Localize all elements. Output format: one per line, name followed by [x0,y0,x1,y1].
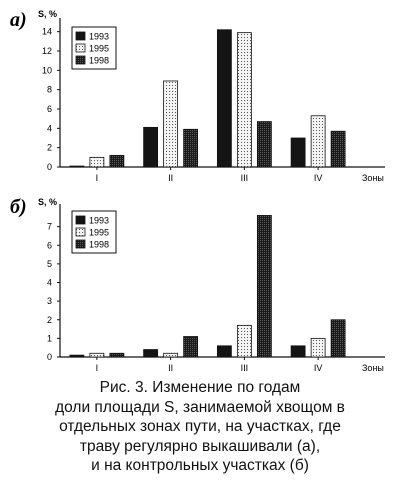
panel-b-legend-swatch-1998 [76,240,85,248]
panel-b-legend-swatch-1993 [76,216,85,224]
panel-a-bar-1993-zone-III [217,30,231,167]
panel-b-legend-label-1998: 1998 [89,239,110,250]
panel-a-y-tick-label: 14 [41,26,52,37]
panel-a-bar-1998-zone-III [257,122,271,167]
panel-a-bar-1993-zone-I [70,166,84,167]
chart-panel-b [10,196,385,373]
panel-b-bar-1995-zone-II [164,353,178,357]
panel-b-label: б) [10,196,27,218]
panel-a-x-axis-label: Зоны [362,173,384,183]
panel-b-x-tick-label: I [95,363,99,373]
panel-b-x-axis-label: Зоны [362,363,384,373]
figure-caption [20,378,380,476]
panel-a-y-tick-label: 2 [46,142,52,153]
panel-b-legend-label-1993: 1993 [89,215,110,226]
caption-line-4: траву регулярно выкашивали (а), [79,437,321,455]
panel-a-y-tick-label: 8 [46,84,52,95]
panel-a-bar-1998-zone-IV [331,131,345,167]
panel-b-bar-1993-zone-IV [291,346,305,357]
panel-a-bar-1998-zone-II [184,129,198,167]
chart-panel-a [10,9,385,183]
panel-a-bar-1995-zone-II [164,81,178,167]
panel-a-y-tick-label: 12 [41,46,52,56]
panel-b-y-tick-label: 5 [46,258,52,269]
panel-a-legend [72,27,116,69]
panel-b-y-tick-label: 7 [46,221,52,232]
panel-a-bar-1998-zone-I [110,155,124,167]
panel-b-bar-1998-zone-I [110,353,124,357]
panel-b-y-tick-label: 6 [46,240,52,251]
panel-b-bar-1995-zone-I [90,353,104,357]
caption-line-3: отдельных зонах пути, на участках, где [59,418,341,435]
panel-a-bar-1995-zone-III [237,33,251,167]
panel-a-y-tick-label: 6 [46,104,52,114]
panel-b-legend-swatch-1995 [76,228,85,236]
panel-b-bar-1998-zone-II [184,337,198,357]
caption-line-1: Рис. 3. Изменение по годам [99,379,301,396]
panel-b-bar-1993-zone-II [144,350,158,357]
panel-a-legend-swatch-1995 [76,44,85,52]
panel-a-bar-1993-zone-II [144,127,158,167]
caption-line-2: доли площади S, занимаемой хвощом в [55,398,345,416]
panel-b-x-tick-label: IV [313,363,323,373]
panel-b-y-tick-label: 2 [46,314,52,325]
panel-a-bar-1995-zone-IV [311,116,325,167]
panel-a-y-tick-label: 4 [46,123,52,134]
caption-line-5: и на контрольных участках (б) [91,457,309,474]
panel-a-legend-swatch-1993 [76,32,85,40]
panel-b-bar-1993-zone-I [70,355,84,357]
panel-b-y-axis-label: S, % [38,197,58,207]
panel-a-x-tick-label: IV [313,173,323,183]
panel-a-y-tick-label: 0 [46,162,52,172]
panel-b-y-tick-label: 4 [46,277,52,288]
panel-a-legend-label-1998: 1998 [89,55,110,66]
panel-b-bar-1998-zone-IV [331,320,345,357]
panel-a-x-tick-label: I [95,173,99,183]
panel-b-x-tick-label: II [168,363,174,373]
panel-b-legend-label-1995: 1995 [89,227,110,238]
panel-a-legend-swatch-1998 [76,56,85,64]
panel-a-y-tick-label: 10 [41,65,52,76]
panel-b-bar-1995-zone-III [237,325,251,357]
panel-b-y-tick-label: 1 [46,333,52,344]
panel-b-x-tick-label: III [240,363,249,373]
panel-a-legend-label-1995: 1995 [89,43,110,54]
panel-a-bar-1995-zone-I [90,157,104,167]
panel-b-bar-1995-zone-IV [311,338,325,357]
panel-a-x-tick-label: III [240,173,249,183]
panel-b-legend [72,211,116,253]
panel-b-y-tick-label: 0 [46,352,52,362]
panel-b-bar-1993-zone-III [217,346,231,357]
panel-a-bar-1993-zone-IV [291,138,305,167]
panel-b-y-tick-label: 3 [46,296,52,307]
panel-a-x-tick-label: II [168,173,174,183]
panel-b-bar-1998-zone-III [257,215,271,357]
panel-a-y-axis-label: S, % [38,9,58,19]
panel-a-label: а) [10,9,27,31]
panel-a-legend-label-1993: 1993 [89,31,110,42]
